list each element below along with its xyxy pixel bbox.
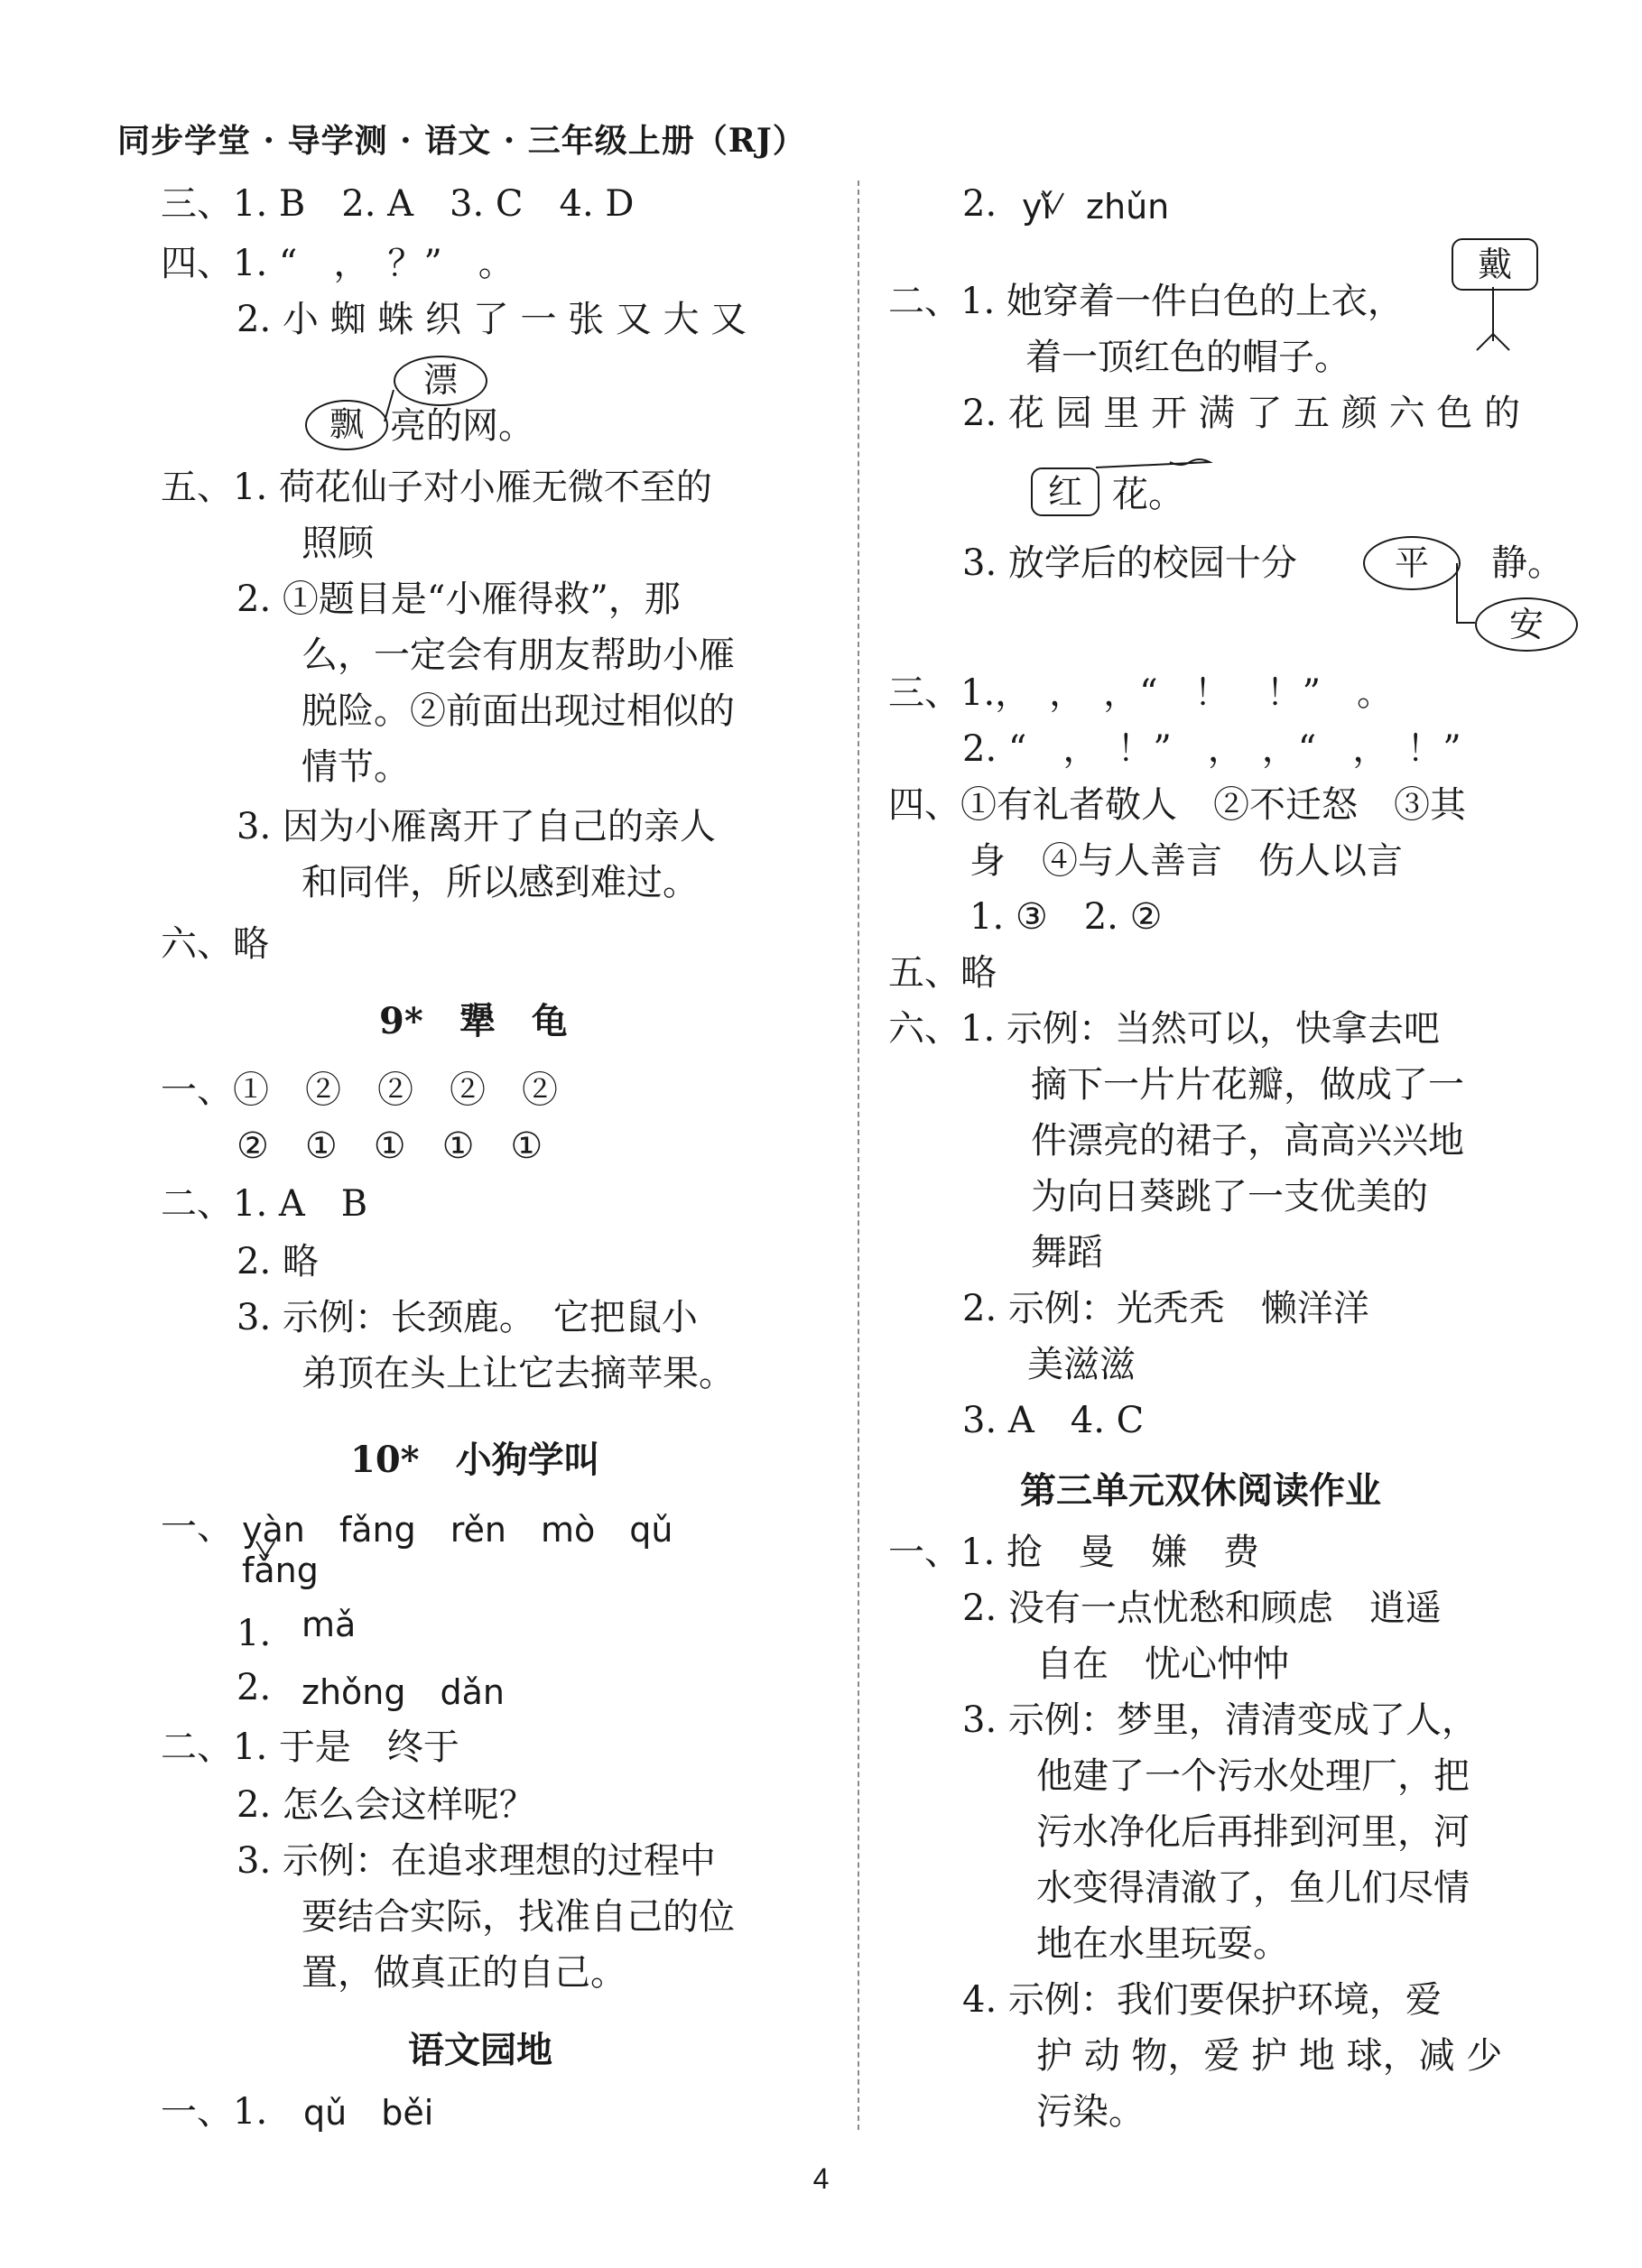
- connector-line: [1457, 563, 1475, 623]
- pinyin-row: zhǒng dǎn: [301, 1672, 505, 1712]
- page-number: 4: [812, 2162, 830, 2195]
- pinyin-row: qǔ běi: [303, 2093, 434, 2133]
- answer-line: 4. 示例：我们要保护环境，爱: [962, 1979, 1442, 2021]
- correction-circle-right: 安: [1475, 597, 1578, 652]
- section-title: 语文园地: [408, 2029, 552, 2071]
- answer-line: 3. 示例：在追求理想的过程中: [237, 1840, 716, 1882]
- answer-line: 水变得清澈了，鱼儿们尽情: [1036, 1867, 1470, 1909]
- correction-circle-wrong: 平: [1363, 536, 1461, 590]
- answer-line: 么，一定会有朋友帮助小雁: [301, 634, 735, 676]
- section-title: 9* 犟 龟: [379, 1000, 568, 1042]
- answer-line: 三、1.， ， ，“ ！ ！” 。: [888, 672, 1394, 714]
- answer-line: 二、1. 于是 终于: [161, 1726, 459, 1768]
- connector-line: [1096, 459, 1210, 467]
- answer-line: 照顾: [301, 523, 374, 564]
- answer-line: 摘下一片片花瓣，做成了一: [1031, 1064, 1464, 1106]
- answer-line: 2. 怎么会这样呢？: [237, 1784, 535, 1826]
- answer-line: 2. “ ， ！” ， ，“ ， ！”: [962, 728, 1461, 770]
- answer-line: 1. ③ 2. ②: [969, 896, 1163, 938]
- pinyin-row: mǎ: [301, 1605, 357, 1644]
- answer-line: 二、1. A B: [161, 1183, 368, 1225]
- answer-line: 1.: [237, 1613, 272, 1654]
- answer-line: 3. 示例：长颈鹿。 它把鼠小: [237, 1297, 698, 1338]
- answer-line: 脱险。②前面出现过相似的: [301, 690, 735, 732]
- answer-line: 三、1. B 2. A 3. C 4. D: [161, 183, 635, 225]
- answer-line: 一、1.: [161, 2091, 268, 2133]
- answer-line: 一、: [161, 1506, 233, 1548]
- answer-line: 置，做真正的自己。: [301, 1952, 626, 1994]
- answer-line: 2. ①题目是“小雁得救”，那: [237, 579, 681, 620]
- answer-line: 舞蹈: [1031, 1232, 1103, 1273]
- marked-word-box: 红: [1031, 467, 1099, 516]
- column-divider: [858, 181, 859, 2130]
- answer-line: 亮的网。: [390, 405, 534, 447]
- answer-line: 污水净化后再排到河里，河: [1036, 1811, 1470, 1853]
- answer-line: 3. 示例：梦里，清清变成了人，: [962, 1699, 1478, 1741]
- answer-line: 五、略: [888, 952, 997, 994]
- answer-line: 3. 因为小雁离开了自己的亲人: [237, 806, 716, 847]
- answer-line: 六、略: [161, 923, 269, 965]
- answer-line: 身 ④与人善言 伤人以言: [969, 840, 1403, 882]
- page-header-title: 同步学堂 · 导学测 · 语文 · 三年级上册（RJ）: [117, 122, 806, 160]
- answer-line: 护 动 物，爱 护 地 球，减 少: [1036, 2035, 1503, 2077]
- answer-line: 四、①有礼者敬人 ②不迁怒 ③其: [888, 784, 1466, 826]
- answer-line: 2. 小 蜘 蛛 织 了 一 张 又 大 又: [237, 299, 747, 340]
- answer-line: 地在水里玩耍。: [1036, 1923, 1289, 1965]
- answer-line: 弟顶在头上让它去摘苹果。: [301, 1353, 735, 1394]
- answer-line: ② ① ① ① ①: [237, 1125, 543, 1167]
- answer-line: 2. 没有一点忧愁和顾虑 逍遥: [962, 1588, 1442, 1629]
- answer-line: 自在 忧心忡忡: [1036, 1643, 1289, 1685]
- section-title: 第三单元双休阅读作业: [1020, 1469, 1381, 1512]
- answer-line: 2. 示例：光秃秃 懒洋洋: [962, 1288, 1369, 1329]
- answer-line: 件漂亮的裙子，高高兴兴地: [1031, 1120, 1464, 1162]
- answer-line: 污染。: [1036, 2091, 1145, 2133]
- connector-line: [1477, 287, 1509, 350]
- answer-line: 2. 略: [237, 1241, 319, 1282]
- answer-line: 他建了一个污水处理厂，把: [1036, 1755, 1470, 1797]
- answer-line: 2.: [237, 1667, 272, 1708]
- answer-line: 为向日葵跳了一支优美的: [1031, 1176, 1428, 1217]
- correction-circle-wrong: 飘: [305, 400, 388, 450]
- answer-line: 一、1. 抢 曼 嫌 费: [888, 1532, 1259, 1573]
- pinyin-row: fǎng: [242, 1551, 319, 1590]
- answer-line: 3. A 4. C: [962, 1400, 1145, 1441]
- section-title: 10* 小狗学叫: [350, 1439, 600, 1481]
- pinyin-row: yǐ zhǔn: [1022, 187, 1170, 227]
- answer-line: 四、1. “ ， ？” 。: [161, 243, 515, 284]
- answer-line: 要结合实际，找准自己的位: [301, 1896, 735, 1938]
- correction-circle-right: 漂: [394, 356, 487, 406]
- answer-line: 二、1. 她穿着一件白色的上衣，: [888, 281, 1404, 322]
- answer-line: 2.: [962, 183, 997, 225]
- answer-line: 着一顶红色的帽子。: [1025, 337, 1350, 378]
- answer-line: 一、① ② ② ② ②: [161, 1069, 558, 1111]
- inserted-word-box: 戴: [1452, 238, 1538, 291]
- answer-line: 美滋滋: [1027, 1344, 1136, 1385]
- answer-line: 2. 花 园 里 开 满 了 五 颜 六 色 的: [962, 393, 1521, 434]
- answer-line: 静。: [1491, 542, 1563, 584]
- answer-line: 3. 放学后的校园十分: [962, 542, 1297, 584]
- answer-line: 六、1. 示例：当然可以，快拿去吧: [888, 1008, 1440, 1050]
- answer-line: 花。: [1112, 474, 1184, 515]
- answer-line: 五、1. 荷花仙子对小雁无微不至的: [161, 467, 712, 508]
- pinyin-row: yàn fǎng rěn mò qǔ: [242, 1510, 673, 1550]
- answer-line: 和同伴，所以感到难过。: [301, 862, 699, 903]
- answer-line: 情节。: [301, 746, 410, 788]
